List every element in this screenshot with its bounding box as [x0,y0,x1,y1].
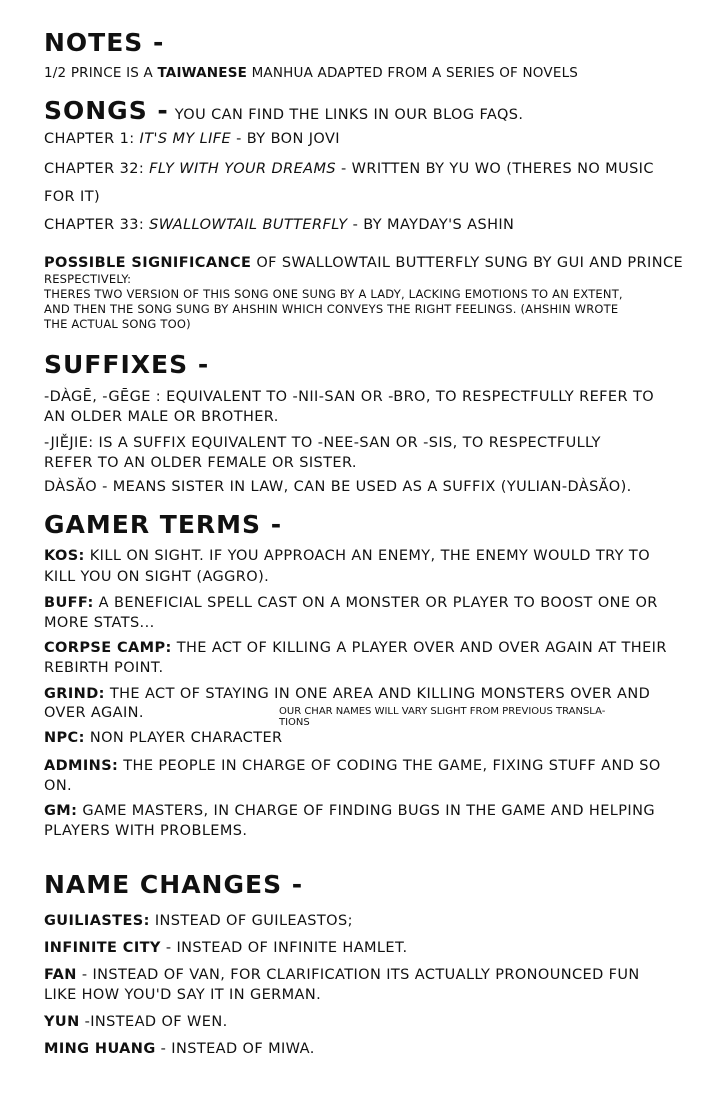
term-npc: NPC: NON PLAYER CHARACTER [44,730,283,746]
significance-line: POSSIBLE SIGNIFICANCE OF SWALLOWTAIL BUTTERFLY SUNG BY GUI AND PRINCE [44,255,684,271]
name-fan-cont: LIKE HOW YOU'D SAY IT IN GERMAN. [44,987,322,1003]
term-gm: GM: GAME MASTERS, IN CHARGE OF FINDING BUGS IN THE GAME AND HELPING [44,803,655,819]
translation-note: OUR CHAR NAMES WILL VARY SLIGHT FROM PREVIOUS TRANSLA- TIONS [279,706,606,728]
song-item: CHAPTER 33: SWALLOWTAIL BUTTERFLY - BY MAYDAY'S ASHIN [44,217,515,233]
significance-line: AND THEN THE SONG SUNG BY AHSHIN WHICH CONVEYS THE RIGHT FEELINGS. (AHSHIN WROTE [44,302,619,316]
term-grind-cont: OVER AGAIN. [44,705,144,721]
notes-heading: NOTES - [44,28,165,57]
song-item: CHAPTER 1: IT'S MY LIFE - BY BON JOVI [44,131,340,147]
suffix-line: DÀSĂO - MEANS SISTER IN LAW, CAN BE USED AS A SUFFIX (YULIAN-DÀSĂO). [44,479,632,495]
term-grind: GRIND: THE ACT OF STAYING IN ONE AREA AND KILLING MONSTERS OVER AND [44,686,651,702]
song-item-continued: FOR IT) [44,189,101,205]
term-kos: KOS: KILL ON SIGHT. IF YOU APPROACH AN ENEMY, THE ENEMY WOULD TRY TO [44,548,651,564]
term-corpse-camp-cont: REBIRTH POINT. [44,660,164,676]
song-item: CHAPTER 32: FLY WITH YOUR DREAMS - WRITTEN BY YU WO (THERES NO MUSIC [44,161,654,177]
term-gm-cont: PLAYERS WITH PROBLEMS. [44,823,248,839]
name-changes-heading: NAME CHANGES - [44,870,304,899]
songs-heading: SONGS - YOU CAN FIND THE LINKS IN OUR BLOG FAQS. [44,96,524,125]
term-buff: BUFF: A BENEFICIAL SPELL CAST ON A MONSTER OR PLAYER TO BOOST ONE OR [44,595,658,611]
term-admins-cont: ON. [44,778,73,794]
songs-subtitle: YOU CAN FIND THE LINKS IN OUR BLOG FAQS. [174,107,524,123]
term-corpse-camp: CORPSE CAMP: THE ACT OF KILLING A PLAYER OVER AND OVER AGAIN AT THEIR [44,640,667,656]
name-infinite-city: INFINITE CITY - INSTEAD OF INFINITE HAMLET. [44,940,408,956]
name-yun: YUN -INSTEAD OF WEN. [44,1014,228,1030]
suffix-line: AN OLDER MALE OR BROTHER. [44,409,279,425]
significance-line: THE ACTUAL SONG TOO) [44,317,191,331]
gamer-terms-heading: GAMER TERMS - [44,510,283,539]
name-fan: FAN - INSTEAD OF VAN, FOR CLARIFICATION ITS ACTUALLY PRONOUNCED FUN [44,967,640,983]
notes-line: 1/2 PRINCE IS A TAIWANESE MANHUA ADAPTED FROM A SERIES OF NOVELS [44,65,579,81]
term-kos-cont: KILL YOU ON SIGHT (AGGRO). [44,569,270,585]
significance-line: THERES TWO VERSION OF THIS SONG ONE SUNG BY A LADY, LACKING EMOTIONS TO AN EXTENT, [44,287,623,301]
significance-line: RESPECTIVELY: [44,272,132,286]
term-admins: ADMINS: THE PEOPLE IN CHARGE OF CODING THE GAME, FIXING STUFF AND SO [44,758,661,774]
suffix-line: -DÀGĒ, -GĒGE : EQUIVALENT TO -NII-SAN OR -BRO, TO RESPECTFULLY REFER TO [44,389,655,405]
term-buff-cont: MORE STATS... [44,615,155,631]
suffixes-heading: SUFFIXES - [44,350,210,379]
name-guiliastes: GUILIASTES: INSTEAD OF GUILEASTOS; [44,913,353,929]
suffix-line: REFER TO AN OLDER FEMALE OR SISTER. [44,455,357,471]
name-ming-huang: MING HUANG - INSTEAD OF MIWA. [44,1041,315,1057]
suffix-line: -JIĚJIE: IS A SUFFIX EQUIVALENT TO -NEE-SAN OR -SIS, TO RESPECTFULLY [44,435,601,451]
